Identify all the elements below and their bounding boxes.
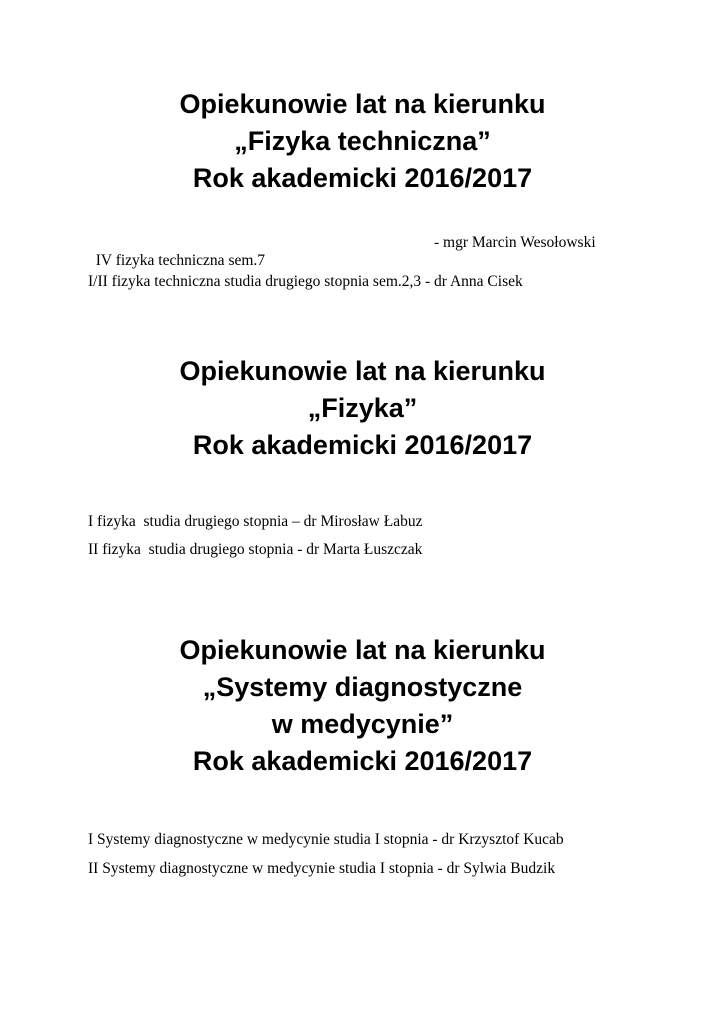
section-2-heading-line-1: Opiekunowie lat na kierunku: [179, 356, 546, 386]
section-2-entry-2: II fizyka studia drugiego stopnia - dr Marta Łuszczak: [88, 541, 423, 558]
section-1-heading-line-1: Opiekunowie lat na kierunku: [179, 89, 546, 119]
section-3-entry-2: II Systemy diagnostyczne w medycynie studia I stopnia - dr Sylwia Budzik: [88, 860, 556, 877]
section-1-heading: [0, 86, 725, 197]
section-3-heading-line-1: Opiekunowie lat na kierunku: [179, 635, 546, 665]
section-3-heading: [0, 632, 725, 780]
section-1-heading-line-3: Rok akademicki 2016/2017: [192, 163, 533, 193]
section-3-heading-line-2: „Systemy diagnostyczne: [202, 672, 523, 702]
section-1-entry-2: I/II fizyka techniczna studia drugiego stopnia sem.2,3 - dr Anna Cisek: [88, 273, 523, 290]
section-1-heading-line-2: „Fizyka techniczna”: [234, 126, 491, 156]
section-3-heading-line-4: Rok akademicki 2016/2017: [192, 746, 533, 776]
section-2-heading-line-3: Rok akademicki 2016/2017: [192, 430, 533, 460]
section-2-heading: [0, 353, 725, 464]
section-3-heading-line-3: w medycynie”: [271, 709, 454, 739]
section-2-entry-1: I fizyka studia drugiego stopnia – dr Mirosław Łabuz: [88, 513, 423, 530]
section-1-entry-1-year: IV fizyka techniczna sem.7: [95, 252, 266, 269]
section-3-entry-1: I Systemy diagnostyczne w medycynie studia I stopnia - dr Krzysztof Kucab: [88, 831, 564, 848]
section-1-entry-1-tutor: - mgr Marcin Wesołowski: [434, 234, 596, 251]
section-2-heading-line-2: „Fizyka”: [307, 393, 418, 423]
